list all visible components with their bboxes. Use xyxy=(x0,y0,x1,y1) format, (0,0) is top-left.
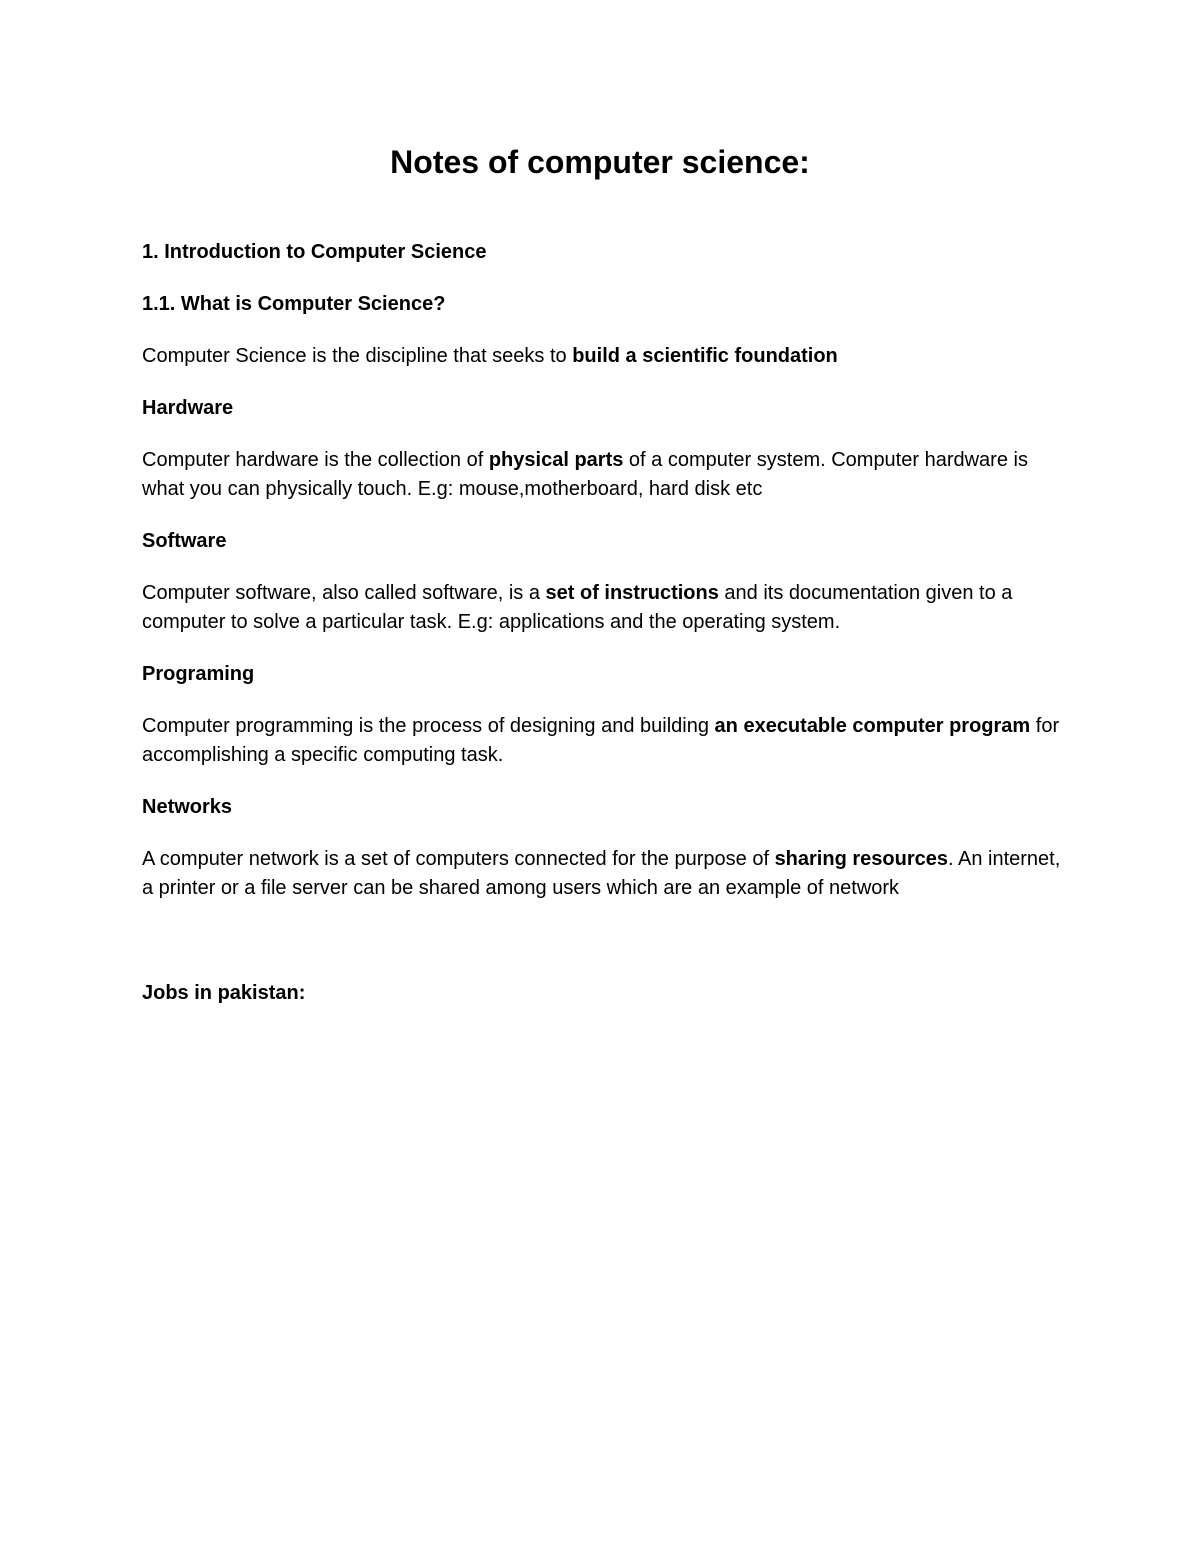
networks-paragraph xyxy=(142,845,1062,903)
document-body xyxy=(142,238,1062,926)
programming-text-before: Computer programming is the process of designing and building xyxy=(142,715,715,737)
networks-heading: Networks xyxy=(142,796,233,818)
document-title: Notes of computer science: xyxy=(390,144,810,180)
software-text-before: Computer software, also called software, is a xyxy=(142,582,546,604)
intro-paragraph xyxy=(142,342,1062,371)
software-heading: Software xyxy=(142,530,227,552)
networks-text-after: . An internet, a printer or a file server can be shared among users which are an example of network xyxy=(142,848,1061,899)
hardware-heading: Hardware xyxy=(142,397,234,419)
hardware-bold-text: physical parts xyxy=(488,449,624,471)
programming-bold-text: an executable computer program xyxy=(714,715,1031,737)
intro-text: Computer Science is the discipline that seeks to xyxy=(142,345,573,367)
software-text-after: and its documentation given to a computer to solve a particular task. E.g: applications and the operating system. xyxy=(142,582,1013,633)
hardware-text-after: of a computer system. Computer hardware is what you can physically touch. E.g: mouse,motherboard, hard disk etc xyxy=(142,449,1028,500)
intro-bold-text: build a scientific foundation xyxy=(572,345,838,367)
programming-text-after: for accomplishing a specific computing task. xyxy=(142,715,1060,766)
hardware-paragraph xyxy=(142,446,1062,504)
networks-bold-text: sharing resources xyxy=(774,848,948,870)
hardware-text-before: Computer hardware is the collection of xyxy=(142,449,489,471)
subsection-heading: 1.1. What is Computer Science? xyxy=(142,293,446,315)
networks-text-before: A computer network is a set of computers connected for the purpose of xyxy=(142,848,775,870)
jobs-heading: Jobs in pakistan: xyxy=(142,982,306,1004)
programming-paragraph xyxy=(142,712,1062,770)
software-bold-text: set of instructions xyxy=(545,582,719,604)
section-heading: 1. Introduction to Computer Science xyxy=(142,241,487,263)
programming-heading: Programing xyxy=(142,663,255,685)
software-paragraph xyxy=(142,579,1062,637)
